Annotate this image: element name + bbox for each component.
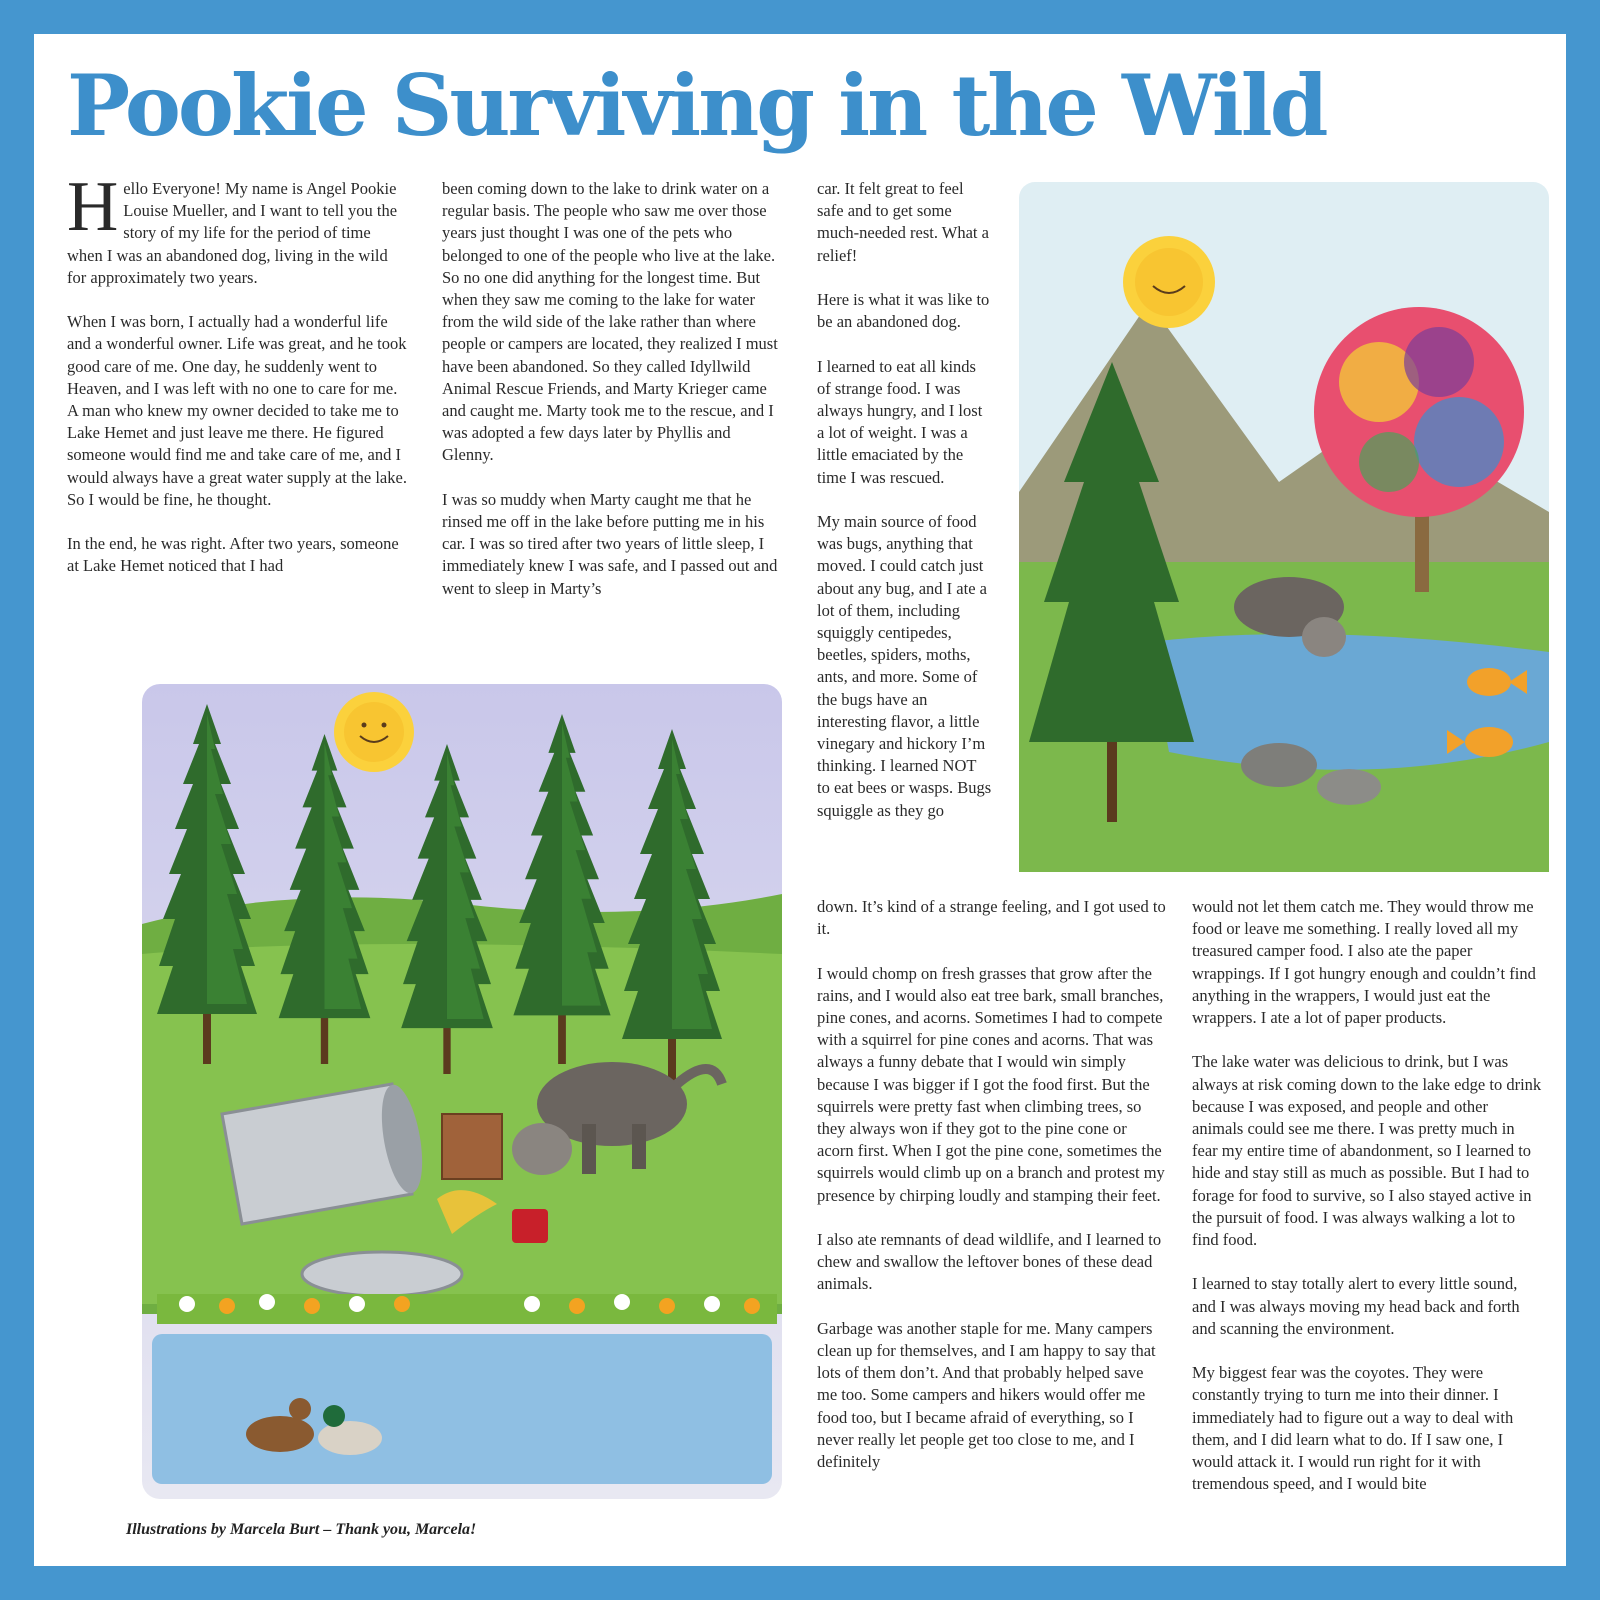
drop-cap: H	[67, 168, 119, 246]
forest-garbage-illustration	[112, 654, 812, 1519]
paragraph: car. It felt great to feel safe and to get some much-needed rest. What a relief!	[817, 179, 989, 265]
article-page	[34, 34, 1566, 1566]
lake-tree-illustration	[1019, 182, 1549, 872]
paragraph: down. It’s kind of a strange feeling, and I got used to it.	[817, 897, 1166, 939]
paragraph: been coming down to the lake to drink water on a regular basis. The people who saw me over those years just thought I was one of the pets who belonged to one of the people who live at the lake. So no one did anything for the longest time. But when they saw me coming to the lake for water from the wild side of the lake rather than where people or campers are located, they realized I must have been abandoned. So they called Idyllwild Animal Rescue Friends, and Marty Krieger came and caught me. Marty took me to the rescue, and I was adopted a few days later by Phyllis and Glenny.	[442, 179, 778, 465]
article-title: Pookie Surviving in the Wild	[67, 56, 1326, 155]
paragraph: I learned to eat all kinds of strange food. I was always hungry, and I lost a lot of weight. I was a little emaciated by the time I was rescued.	[817, 356, 983, 487]
illustration-credit: Illustrations by Marcela Burt – Thank you, Marcela!	[126, 1521, 477, 1538]
paragraph: I would chomp on fresh grasses that grow after the rains, and I would also eat tree bark, small branches, pine cones, and acorns. Sometimes I had to compete with a squirrel for pine cones and acorns. That was always a funny debate that I would win simply because I was bigger if I got the food first. But the squirrels were pretty fast when climbing trees, so they always won if they got to the pine cone or acorn first. When I got the pine cone, sometimes the squirrels would climb up on a branch and protest my presence by chirping loudly and stamping their feet.	[817, 963, 1165, 1205]
sun-icon	[1123, 236, 1215, 328]
paragraph: Hello Everyone! My name is Angel Pookie Louise Mueller, and I want to tell you the story of my life for the period of time when I was an abandoned dog, living in the wild for approximately two years.	[67, 168, 398, 287]
text-column-3-bottom	[817, 896, 1167, 1473]
rock	[1317, 769, 1381, 805]
flowers-icon	[157, 1294, 777, 1324]
lake	[152, 1334, 772, 1484]
text-column-2	[442, 178, 782, 600]
paragraph: In the end, he was right. After two years, someone at Lake Hemet noticed that I had	[67, 534, 399, 576]
lunch-box-icon	[512, 1209, 548, 1243]
paragraph: The lake water was delicious to drink, but I was always at risk coming down to the lake edge to drink because I was exposed, and people and other animals could see me there. I was pretty much in fear my entire time of abandonment, so I learned to hide and stay still as much as possible. But I had to forage for food to survive, so I also stayed active in the pursuit of food. I was always walking a lot to find food.	[1192, 1052, 1542, 1250]
pizza-box-icon	[442, 1114, 502, 1179]
paragraph: I also ate remnants of dead wildlife, and I learned to chew and swallow the leftover bones of these dead animals.	[817, 1230, 1162, 1294]
paragraph: Here is what it was like to be an abandoned dog.	[817, 290, 990, 332]
paragraph: Garbage was another staple for me. Many campers clean up for themselves, and I am happy to say that lots of them don’t. And that probably helped save me too. Some campers and hikers would offer me food too, but I became afraid of everything, so I never really let people get too close to me, and I definitely	[817, 1318, 1156, 1472]
sun-icon	[334, 692, 414, 772]
paragraph: My main source of food was bugs, anything that moved. I could catch just about any bug, and I ate a lot of them, including squiggly centipedes, beetles, spiders, moths, ants, and more. Some of the bugs have an interesting flavor, a little vinegary and hickory I’m thinking. I learned NOT to eat bees or wasps. Bugs squiggle as they go	[817, 512, 992, 820]
paragraph: My biggest fear was the coyotes. They were constantly trying to turn me into their dinner. I immediately had to figure out a way to deal with them, and I did learn what to do. If I saw one, I would attack it. I would run right for it with tremendous speed, and I would bite	[1192, 1363, 1514, 1494]
paragraph: I was so muddy when Marty caught me that he rinsed me off in the lake before putting me in his car. I was so tired after two years of little sleep, I immediately knew I was safe, and I passed out and went to sleep in Marty’s	[442, 489, 778, 598]
paragraph: would not let them catch me. They would throw me food or leave me something. I really loved all my treasured camper food. I also ate the paper wrappings. If I got hungry enough and couldn’t find anything in the wrappers, I would just eat the wrappers. I ate a lot of paper products.	[1192, 897, 1536, 1028]
rock	[1241, 743, 1317, 787]
paragraph: When I was born, I actually had a wonderful life and a wonderful owner. Life was great, and he took good care of me. One day, he suddenly went to Heaven, and I was left with no one to care for me. A man who knew my owner decided to take me to Lake Hemet and just leave me there. He figured someone would find me and take care of me, and I would always have a great water supply at the lake. So I would be fine, he thought.	[67, 312, 407, 509]
paragraph: I learned to stay totally alert to every little sound, and I was always moving my head back and forth and scanning the environment.	[1192, 1274, 1520, 1338]
text-column-3-top	[817, 178, 992, 822]
text-column-4	[1192, 896, 1542, 1495]
text-column-1	[67, 168, 407, 578]
